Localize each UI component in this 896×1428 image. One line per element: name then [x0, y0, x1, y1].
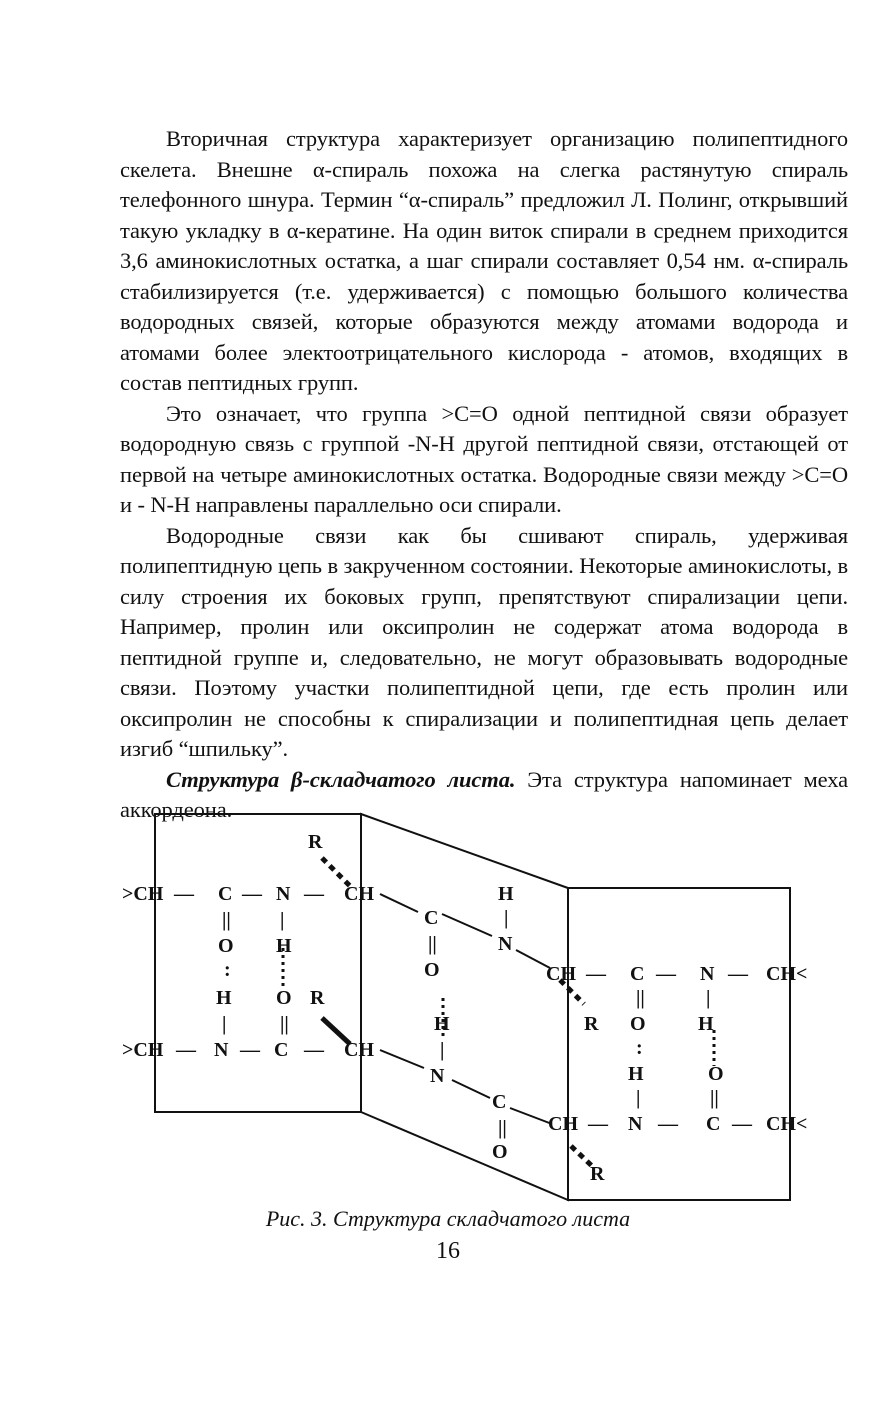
single-bond: | — [504, 907, 509, 929]
double-bond: || — [222, 909, 231, 931]
atom-r: R — [590, 1163, 605, 1185]
dash: — — [176, 1039, 196, 1061]
dash: — — [304, 1039, 324, 1061]
atom-ch: CH — [546, 963, 576, 985]
double-bond: || — [428, 933, 437, 955]
single-bond: | — [440, 1039, 445, 1061]
figure-caption: Рис. 3. Структура складчатого листа — [265, 1206, 631, 1231]
dash: — — [174, 883, 194, 905]
atom-c: C — [630, 963, 645, 985]
atom-h: H — [434, 1013, 450, 1035]
atom-h: H — [276, 935, 292, 957]
atom-ch: CH — [344, 883, 374, 905]
atom-ch: CH — [344, 1039, 374, 1061]
beta-sheet-heading: Структура β-складчатого листа. — [166, 766, 516, 792]
atom-h: H — [628, 1063, 644, 1085]
dash: — — [658, 1113, 678, 1135]
single-bond: | — [280, 909, 285, 931]
dash: — — [732, 1113, 752, 1135]
atom-n: N — [628, 1113, 643, 1135]
single-bond: | — [636, 1087, 641, 1109]
double-bond: || — [636, 987, 645, 1009]
dash: — — [728, 963, 748, 985]
atom-c: C — [274, 1039, 289, 1061]
dash: — — [242, 883, 262, 905]
double-bond: || — [710, 1087, 719, 1109]
atom-c: C — [492, 1091, 507, 1113]
atom-n: N — [700, 963, 715, 985]
atom-gt-ch-upper: >CH — [122, 883, 164, 905]
double-bond: || — [280, 1013, 289, 1035]
dash: — — [304, 883, 324, 905]
atom-c: C — [424, 907, 439, 929]
atom-r: R — [584, 1013, 599, 1035]
atom-ch-lt-upper: CH< — [766, 963, 808, 985]
paragraph-spiral-stitching: Водородные связи как бы сшивают спираль, удерживая полипептидную цепь в закрученном состоянии. Некоторые аминокислоты, в силу строения их боковых групп, препятствуют спирализации цепи. Например, пролин или оксипролин не содержат атома водорода в пептидной группе и, следовательно, не могут образовывать водородные связи. Поэтому участки полипептидной цепи, где есть пролин или оксипролин не способны к спирализации и полипептидная цепь делает изгиб “шпильку”. — [120, 522, 848, 761]
atom-h: H — [498, 883, 514, 905]
paragraph-secondary-structure: Вторичная структура характеризует организацию полипептидного скелета. Внешне α-спираль похожа на слегка растянутую спираль телефонного шнура. Термин “α-спираль” предложил Л. Полинг, открывший такую укладку в α-кератине. На один виток спирали в среднем приходится 3,6 аминокислотных остатка, а шаг спирали составляет 0,54 нм. α-спираль стабилизируется (т.е. удерживается) с помощью большого количества водородных связей, которые образуются между атомами водорода и атомами более электоотрицательного кислорода - атомов, входящих в состав пептидных групп. — [120, 126, 848, 395]
atom-n: N — [214, 1039, 229, 1061]
atom-n: N — [498, 933, 513, 955]
atom-gt-ch-lower: >CH — [122, 1039, 164, 1061]
dash: — — [588, 1113, 608, 1135]
atom-h: H — [216, 987, 232, 1009]
hbond-colon: : — [636, 1037, 643, 1059]
right-panel — [568, 888, 790, 1200]
atom-r: R — [308, 831, 323, 853]
body-text — [120, 124, 848, 826]
left-panel — [155, 814, 361, 1112]
atom-n: N — [430, 1065, 445, 1087]
atom-o: O — [492, 1141, 508, 1163]
dash: — — [240, 1039, 260, 1061]
paragraph-hydrogen-bond: Это означает, что группа >C=O одной пептидной связи образует водородную связь с группой -N-H другой пептидной связи, отстающей от первой на четыре аминокислотных остатка. Водородные связи между >C=O и - N-H направлены параллельно оси спирали. — [120, 400, 848, 517]
double-bond: || — [498, 1117, 507, 1139]
atom-h: H — [698, 1013, 714, 1035]
atom-c: C — [218, 883, 233, 905]
dash: — — [656, 963, 676, 985]
atom-ch: CH — [548, 1113, 578, 1135]
atom-n: N — [276, 883, 291, 905]
page-number: 16 — [436, 1238, 460, 1264]
atom-o: O — [218, 935, 234, 957]
dash: — — [586, 963, 606, 985]
atom-o: O — [708, 1063, 724, 1085]
beta-sheet-text: Эта структура напоминает меха аккордеона. — [120, 766, 848, 822]
atom-ch-lt-lower: CH< — [766, 1113, 808, 1135]
hbond-colon: : — [224, 959, 231, 981]
beta-sheet-diagram — [118, 808, 808, 1208]
atom-o: O — [424, 959, 440, 981]
atom-o: O — [630, 1013, 646, 1035]
atom-r: R — [310, 987, 325, 1009]
single-bond: | — [222, 1013, 227, 1035]
atom-c: C — [706, 1113, 721, 1135]
middle-panel — [361, 814, 568, 1200]
single-bond: | — [706, 987, 711, 1009]
atom-o: O — [276, 987, 292, 1009]
